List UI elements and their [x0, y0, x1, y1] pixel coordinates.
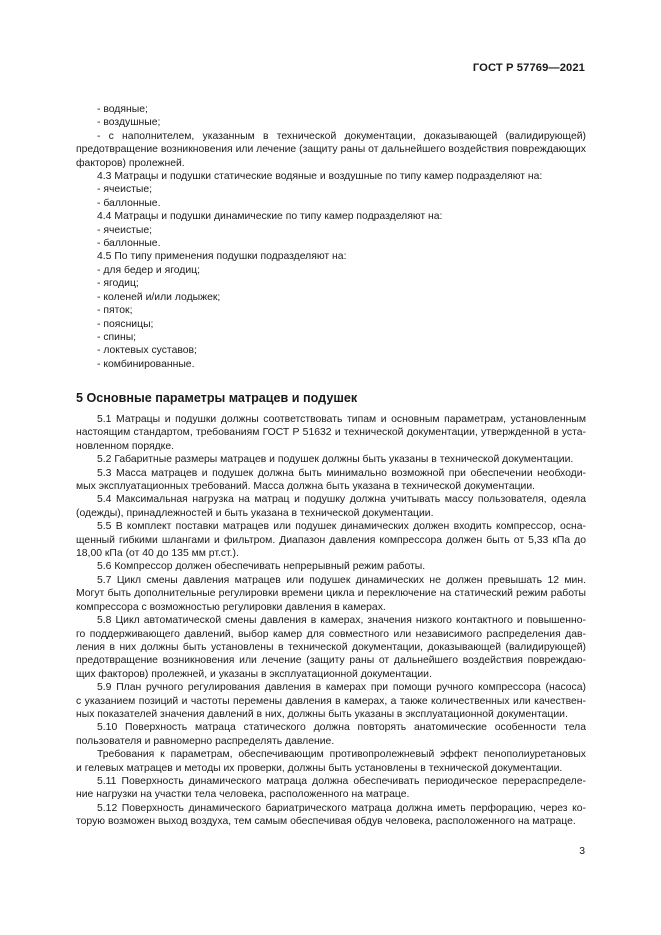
list-item: - локтевых суставов; [97, 345, 197, 357]
clause-5-11: 5.11 Поверхность динамического матраца должна обеспечивать периодическое перераспределе- [97, 775, 586, 787]
paragraph-line: ных показателей значения давлений в них, должны быть указаны в эксплуатационной документации. [76, 708, 568, 720]
clause-5-12: 5.12 Поверхность динамического бариатрического матраца должна иметь перфорацию, через ко- [97, 802, 586, 814]
paragraph-line: предотвращение возникновения или лечение (защиту раны от дальнейшего воздействия повреждающих [76, 144, 586, 156]
paragraph-line: пользователя и равномерно распределять давление. [76, 735, 335, 747]
clause-5-9: 5.9 План ручного регулирования давления в камерах при помощи ручного компрессора (насоса) [97, 682, 586, 694]
list-item: - ячеистые; [97, 184, 153, 196]
paragraph-line: 18,00 кПа (от 40 до 135 мм рт.ст.). [76, 548, 239, 560]
list-item: - водяные; [97, 104, 148, 115]
standard-header: ГОСТ Р 57769—2021 [472, 62, 585, 74]
clause-5-7: 5.7 Цикл смены давления матрацев или подушек динамических не должен превышать 12 мин. [97, 574, 586, 586]
paragraph-line: го поддерживающего давлений, выбор камер для совместного или независимого распределения дав- [76, 628, 586, 640]
paragraph-line: ления в них должны быть установлены в технической документации, доказывающей (валидирующей) [76, 641, 586, 653]
list-item: - баллонные. [97, 197, 161, 209]
paragraph-line: щенный гибкими шлангами и фильтром. Диапазон давления компрессора должен быть от 5,33 кПа до [76, 534, 586, 546]
clause-4-5: 4.5 По типу применения подушки подразделяют на: [97, 251, 347, 263]
list-item: - баллонные. [97, 238, 161, 250]
list-item: - спины; [97, 331, 137, 343]
section-5-body [76, 413, 586, 829]
paragraph-line: настоящим стандартом, требованиям ГОСТ Р 51632 и технической документации, утвержденной в уста- [76, 427, 586, 439]
list-item: - ягодиц; [97, 278, 139, 290]
section-title: 5 Основные параметры матрацев и подушек [76, 391, 358, 405]
paragraph-line: Могут быть дополнительные регулировки времени цикла и переключение на статический режим работы [76, 588, 586, 600]
list-item: - воздушные; [97, 117, 161, 129]
list-item: - для бедер и ягодиц; [97, 264, 201, 276]
paragraph-line: щих факторов) пролежней, и указаны в эксплуатационной документации. [76, 668, 432, 680]
paragraph-line: и гелевых матрацев и методы их проверки, должны быть установлены в технической документации. [76, 762, 563, 774]
paragraph-line: компрессора с возможностью регулировки давления в камерах. [76, 601, 386, 613]
clause-4-3: 4.3 Матрацы и подушки статические водяные и воздушные по типу камер подразделяют на: [97, 171, 543, 183]
page-number: 3 [579, 846, 585, 857]
clause-5-4: 5.4 Максимальная нагрузка на матрац и подушку должна учитывать массу пользователя, одеяла [97, 494, 586, 506]
paragraph-line: новленном порядке. [76, 440, 175, 452]
list-item: - пяток; [97, 305, 133, 317]
clause-5-10: 5.10 Поверхность матраца статического должна повторять анатомические особенности тела [97, 722, 586, 734]
paragraph-line: мых эксплуатационных требований. Масса должна быть указана в технической документации. [76, 481, 536, 493]
paragraph-line: Требования к параметрам, обеспечивающим противопролежневый эффект пенополиуретановых [97, 749, 586, 761]
list-item: - комбинированные. [97, 358, 195, 370]
paragraph-line: (одежды), принадлежностей и быть указана в технической документации. [76, 507, 434, 519]
paragraph-line: торую возможен выход воздуха, тем самым обеспечивая обдув человека, расположенного на матраце. [76, 816, 576, 828]
clause-5-5: 5.5 В комплект поставки матрацев или подушек динамических должен входить компрессор, осна- [97, 521, 586, 533]
clause-5-3: 5.3 Масса матрацев и подушек должна быть минимально возможной при обеспечении необходи- [97, 467, 586, 479]
paragraph-line: с указанием позиций и частоты перемены давления в камерах, а также количественных или качествен- [76, 695, 586, 707]
clause-5-1: 5.1 Матрацы и подушки должны соответствовать типам и основным параметрам, установленным [97, 414, 586, 425]
list-item: - коленей и/или лодыжек; [97, 291, 221, 303]
clause-5-8: 5.8 Цикл автоматической смены давления в камерах, значения низкого контактного и повышенно- [97, 615, 586, 627]
clause-4-4: 4.4 Матрацы и подушки динамические по типу камер подразделяют на: [97, 211, 443, 223]
paragraph-line: ние нагрузки на участки тела человека, расположенного на матраце. [76, 789, 410, 801]
list-item: - с наполнителем, указанным в технической документации, доказывающей (валидирующей) [97, 130, 586, 142]
classification-list [76, 103, 586, 371]
list-item: - ячеистые; [97, 224, 153, 236]
paragraph-line: факторов) пролежней. [76, 157, 185, 169]
clause-5-6: 5.6 Компрессор должен обеспечивать непрерывный режим работы. [97, 561, 426, 573]
paragraph-line: предотвращение возникновения или лечение (защиту раны от дальнейшего воздействия повреждаю- [76, 655, 586, 667]
list-item: - поясницы; [97, 318, 154, 330]
clause-5-2: 5.2 Габаритные размеры матрацев и подушек должны быть указаны в технической документации. [97, 454, 574, 466]
